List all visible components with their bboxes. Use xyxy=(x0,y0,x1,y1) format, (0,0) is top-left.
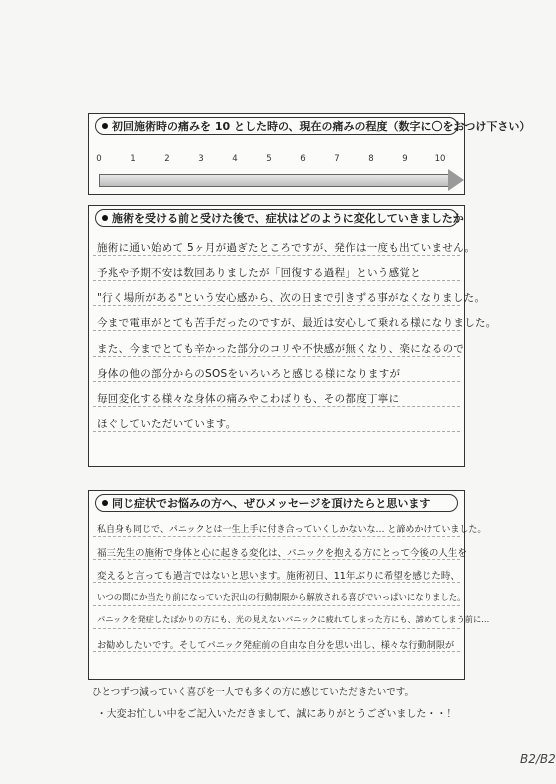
message-section xyxy=(88,490,490,680)
pain-scale-header xyxy=(95,117,531,135)
handwritten-line: また、今までとても辛かった部分のコリや不快感が無くなり、楽になるので xyxy=(97,343,465,355)
change-header-text: 施術を受ける前と受けた後で、症状はどのように変化していきましたか xyxy=(112,212,464,225)
scale-arrow-bar xyxy=(99,174,449,187)
handwritten-line: パニックを発症したばかりの方にも、光の見えないパニックに疲れてしまった方にも、諦めてしまう前に… xyxy=(97,614,490,624)
bullet-icon xyxy=(102,215,108,221)
bullet-icon xyxy=(102,123,108,129)
scale-number: 5 xyxy=(266,154,272,164)
handwritten-line: お勧めしたいです。そしてパニック発症前の自由な自分を思い出し、様々な行動制限が xyxy=(97,640,455,651)
scale-number: 6 xyxy=(300,154,306,164)
thank-you-footer: ・大変お忙しい中をご記入いただきまして、誠にありがとうございました・・！ xyxy=(96,709,457,720)
handwritten-line: "行く場所がある"という安心感から、次の日まで引きずる事がなくなりました。 xyxy=(97,292,486,304)
handwritten-line: 毎回変化する様々な身体の痛みやこわばりも、その都度丁寧に xyxy=(97,393,400,405)
handwritten-line: ほぐしていただいています。 xyxy=(97,418,237,430)
scale-number: 2 xyxy=(164,154,170,164)
pain-scale-section xyxy=(88,113,531,195)
scale-number: 9 xyxy=(402,154,408,164)
scale-number: 4 xyxy=(232,154,238,164)
handwritten-line: 変えると言っても過言ではないと思います。施術初日、11年ぶりに希望を感じた時、 xyxy=(97,571,460,582)
scale-number: 0 xyxy=(96,154,102,164)
change-section xyxy=(88,205,497,467)
message-header-text: 同じ症状でお悩みの方へ、ぜひメッセージを頂けたらと思います xyxy=(112,497,431,510)
message-header xyxy=(95,494,458,512)
scale-number: 10 xyxy=(434,154,446,164)
handwritten-line: 予兆や予期不安は数回ありましたが「回復する過程」という感覚と xyxy=(97,267,421,279)
page-number: B2/B2 xyxy=(520,752,556,766)
handwritten-line: 今まで電車がとても苦手だったのですが、最近は安心して乗れる様になりました。 xyxy=(97,317,497,329)
scale-number: 7 xyxy=(334,154,340,164)
handwritten-line: 身体の他の部分からのSOSをいろいろと感じる様になりますが xyxy=(97,368,401,380)
change-header xyxy=(95,209,464,227)
handwritten-line: いつの間にか当たり前になっていた沢山の行動制限から解放される喜びでいっぱいになりました。 xyxy=(97,592,466,602)
handwritten-line: 施術に通い始めて 5ヶ月が過ぎたところですが、発作は一度も出ていません。 xyxy=(97,242,476,254)
scale-number: 3 xyxy=(198,154,204,164)
arrow-right-icon xyxy=(448,169,464,191)
scale-number: 1 xyxy=(130,154,136,164)
handwritten-line: 福三先生の施術で身体と心に起きる変化は、パニックを抱える方にとって今後の人生を xyxy=(97,548,467,559)
bullet-icon xyxy=(102,500,108,506)
scale-number: 8 xyxy=(368,154,374,164)
handwritten-line: 私自身も同じで、パニックとは一生上手に付き合っていくしかないな… と諦めかけていました。 xyxy=(97,525,487,535)
pain-scale-header-text: 初回施術時の痛みを 10 とした時の、現在の痛みの程度（数字に〇をおつけ下さい） xyxy=(112,120,531,133)
handwritten-line-overflow: ひとつずつ減っていく喜びを一人でも多くの方に感じていただきたいです。 xyxy=(92,687,415,698)
